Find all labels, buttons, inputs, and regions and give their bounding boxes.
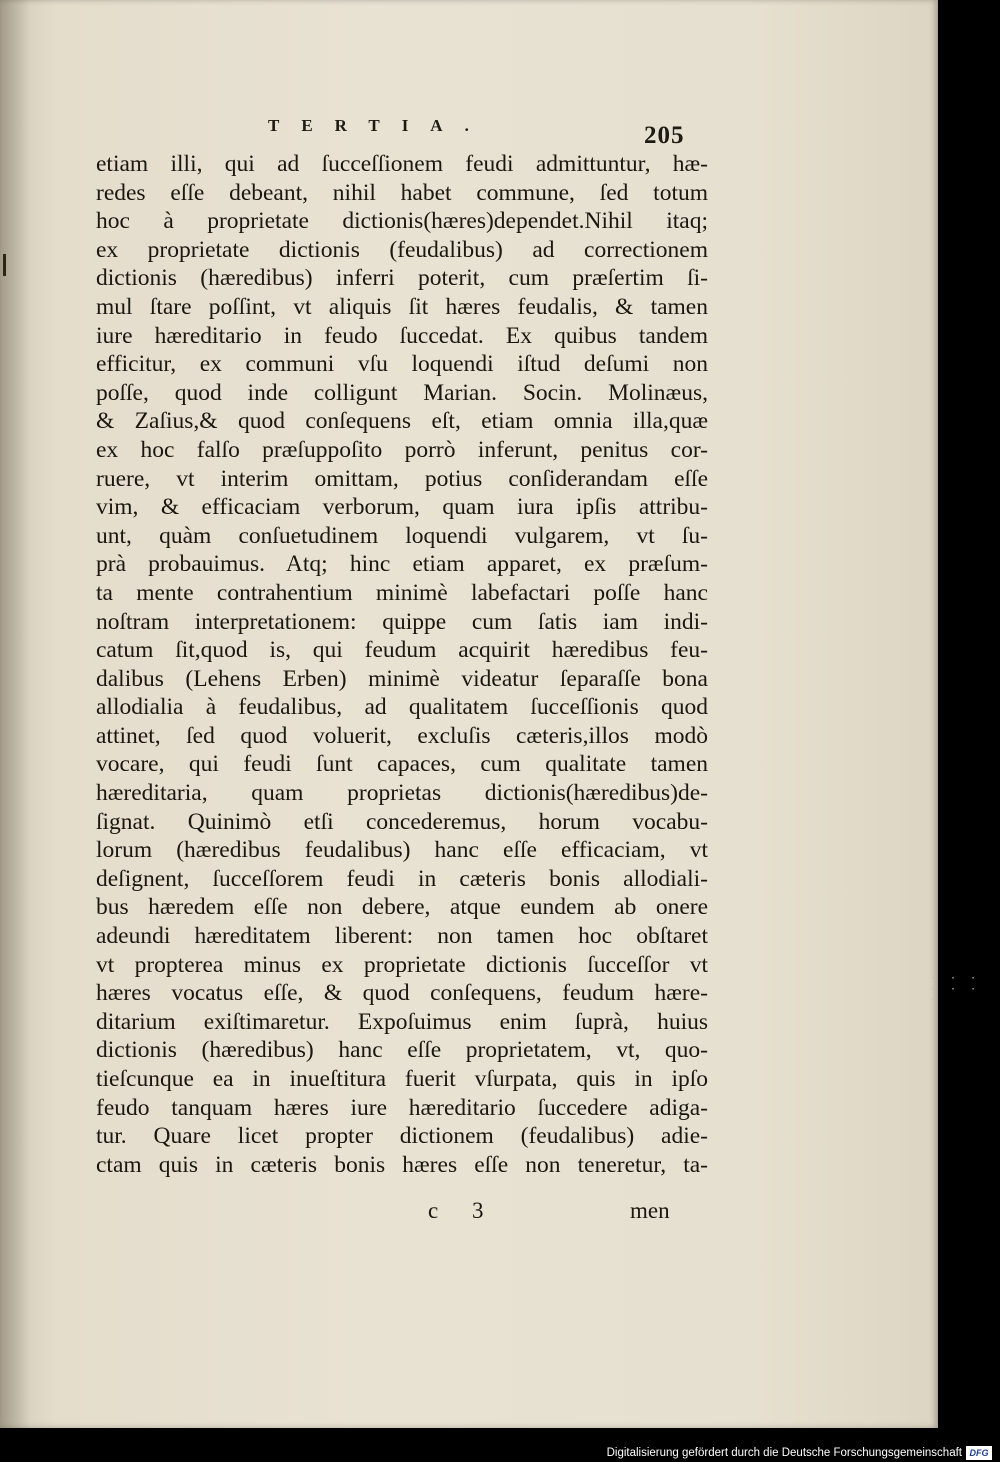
text-line: catum ſit,quod is, qui feudum acquirit hæredibus feu- xyxy=(96,637,708,664)
text-line: mul ſtare poſſint, vt aliquis ſit hæres feudalis, & tamen xyxy=(96,293,708,320)
text-line: unt, quàm conſuetudinem loquendi vulgarem, vt ſu- xyxy=(96,522,708,549)
text-line: ditarium exiſtimaretur. Expoſuimus enim ſuprà, huius xyxy=(96,1008,708,1035)
page-gutter-shadow xyxy=(0,0,30,1428)
body-text xyxy=(96,150,708,1179)
page-number: 205 xyxy=(644,122,685,149)
text-line: tieſcunque ea in inueſtitura fuerit vſurpata, quis in ipſo xyxy=(96,1066,708,1092)
text-line: poſſe, quod inde colligunt Marian. Socin. Molinæus, xyxy=(96,379,708,406)
text-line: & Zaſius,& quod conſequens eſt, etiam omnia illa,quæ xyxy=(96,408,708,435)
text-line: allodialia à feudalibus, ad qualitatem ſucceſſionis quod xyxy=(96,694,708,721)
margin-mark xyxy=(3,254,6,276)
text-line: vt propterea minus ex proprietate dictionis ſucceſſor vt xyxy=(96,951,708,978)
text-line: deſignent, ſucceſſorem feudi in cæteris bonis allodiali- xyxy=(96,865,708,892)
text-line: redes eſſe debeant, nihil habet commune, ſed totum xyxy=(96,179,708,206)
divider-dots: · · · · · · · xyxy=(930,973,981,1006)
text-line: ctam quis in cæteris bonis hæres eſſe non teneretur, ta- xyxy=(96,1151,708,1178)
text-line: tur. Quare licet propter dictionem (feudalibus) adie- xyxy=(96,1123,708,1150)
text-line: ruere, vt interim omittam, potius conſiderandam eſſe xyxy=(96,465,708,492)
catchword: men xyxy=(630,1198,670,1223)
text-line: iure hæreditario in feudo ſuccedat. Ex quibus tandem xyxy=(96,322,708,349)
text-line: feudo tanquam hæres iure hæreditario ſuccedere adiga- xyxy=(96,1094,708,1121)
text-line: ex proprietate dictionis (feudalibus) ad correctionem xyxy=(96,236,708,263)
text-line: ſignat. Quinimò etſi concederemus, horum vocabu- xyxy=(96,808,708,835)
running-head: TERTIA. xyxy=(268,116,491,135)
text-line: adeundi hæreditatem liberent: non tamen hoc obſtaret xyxy=(96,923,708,950)
text-line: etiam illi, qui ad ſucceſſionem feudi admittuntur, hæ- xyxy=(96,151,708,177)
text-line: hæreditaria, quam proprietas dictionis(hæredibus)de- xyxy=(96,780,708,807)
text-line: efficitur, ex communi vſu loquendi iſtud deſumi non xyxy=(96,351,708,378)
text-line: noſtram interpretationem: quippe cum ſatis iam indi- xyxy=(96,608,708,635)
text-line: prà probauimus. Atq; hinc etiam apparet, ex præſum- xyxy=(96,551,708,578)
text-line: lorum (hæredibus feudalibus) hanc eſſe efficaciam, vt xyxy=(96,837,708,864)
text-line: ex hoc falſo præſuppoſito porrò inferunt, penitus cor- xyxy=(96,436,708,463)
text-line: hæres vocatus eſſe, & quod conſequens, feudum hære- xyxy=(96,980,708,1007)
text-line: ta mente contrahentium minimè labefactari poſſe hanc xyxy=(96,579,708,606)
signature-mark: c 3 xyxy=(428,1198,498,1223)
text-line: bus hæredem eſſe non debere, atque eundem ab onere xyxy=(96,894,708,921)
funding-credit: Digitalisierung gefördert durch die Deutsche Forschungsgemeinschaft xyxy=(606,1447,962,1459)
text-line: vim, & efficaciam verborum, quam iura ipſis attribu- xyxy=(96,494,708,521)
text-line: vocare, qui feudi ſunt capaces, cum qualitate tamen xyxy=(96,751,708,778)
text-line: dalibus (Lehens Erben) minimè videatur ſeparaſſe bona xyxy=(96,665,708,692)
dfg-logo-icon: DFG xyxy=(966,1446,992,1460)
text-line: attinet, ſed quod voluerit, excluſis cæteris,illos modò xyxy=(96,722,708,749)
text-line: dictionis (hæredibus) inferri poterit, cum præſertim ſi- xyxy=(96,265,708,292)
text-line: dictionis (hæredibus) hanc eſſe proprietatem, vt, quo- xyxy=(96,1037,708,1064)
text-line: hoc à proprietate dictionis(hæres)dependet.Nihil itaq; xyxy=(96,208,708,235)
